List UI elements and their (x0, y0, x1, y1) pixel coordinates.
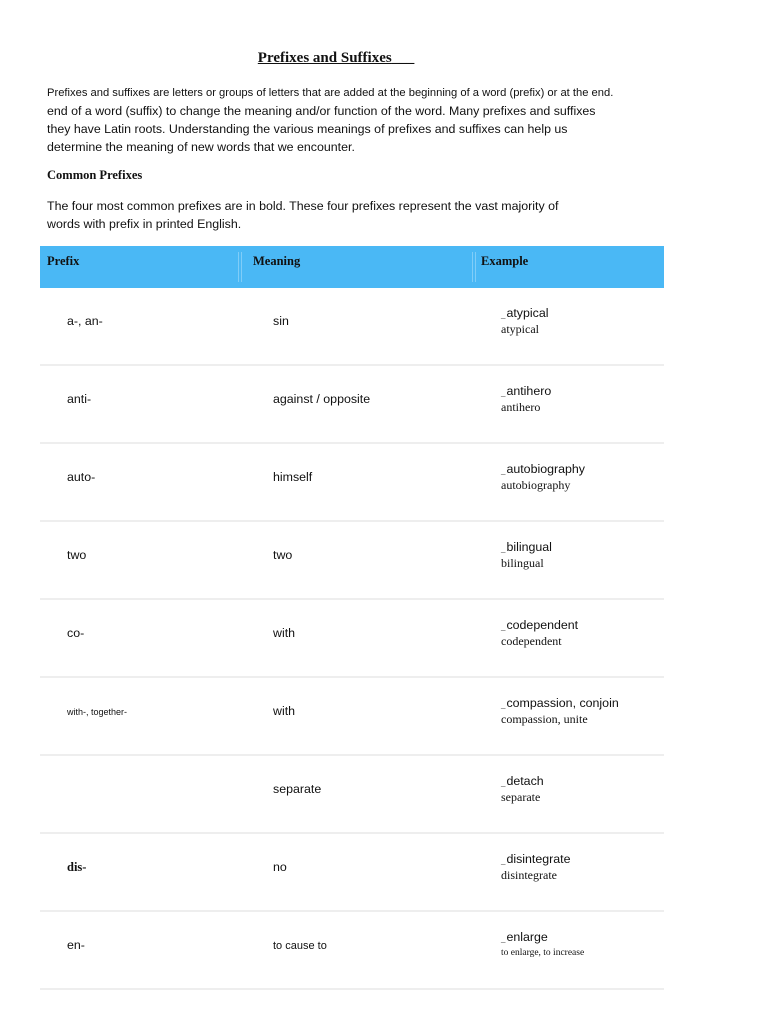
table-row (40, 600, 664, 678)
header-example: Example (481, 254, 529, 268)
example-text: _ bilingual (501, 540, 552, 556)
example-cell (501, 540, 552, 571)
table-row (40, 756, 664, 834)
example-text: _ atypical (501, 306, 548, 322)
meaning-cell: no (273, 860, 287, 874)
example-cell (501, 306, 548, 337)
intro-paragraph (47, 84, 647, 156)
table-row (40, 522, 664, 600)
example-text: _ detach (501, 774, 544, 790)
header-meaning: Meaning (253, 254, 301, 268)
example-translation: compassion, unite (501, 712, 588, 726)
table-row (40, 444, 664, 522)
example-cell (501, 696, 619, 727)
prefix-cell: dis- (67, 860, 87, 874)
column-divider (238, 252, 242, 282)
table-row (40, 288, 664, 366)
meaning-cell: sin (273, 314, 289, 328)
table-row (40, 678, 664, 756)
table-row (40, 834, 664, 912)
note-line: words with prefix in printed English. (47, 217, 242, 231)
example-translation: autobiography (501, 478, 571, 492)
example-cell (501, 462, 585, 493)
prefix-cell: co- (67, 626, 85, 640)
example-cell (501, 384, 551, 415)
table-header (40, 246, 664, 288)
meaning-cell: separate (273, 782, 322, 796)
example-cell (501, 852, 571, 883)
column-divider (472, 252, 476, 282)
example-translation: to enlarge, to increase (501, 948, 585, 958)
example-text: _ enlarge (501, 930, 584, 946)
prefix-cell: with-, together- (67, 707, 128, 717)
example-text: _ autobiography (501, 462, 585, 478)
meaning-cell: with (273, 626, 296, 640)
example-translation: codependent (501, 634, 562, 648)
example-text: _ disintegrate (501, 852, 571, 868)
meaning-cell: himself (273, 470, 313, 484)
prefix-cell: auto- (67, 470, 96, 484)
example-translation: disintegrate (501, 868, 557, 882)
intro-line: Prefixes and suffixes are letters or groups of letters that are added at the beginning of a word (prefix) or at the end. (47, 87, 614, 99)
prefix-cell: a-, an- (67, 314, 103, 328)
prefix-table (40, 246, 664, 990)
table-row (40, 912, 664, 990)
meaning-cell: against / opposite (273, 392, 371, 406)
meaning-cell: with (273, 704, 296, 718)
example-translation: bilingual (501, 556, 544, 570)
prefix-cell: two (67, 548, 87, 562)
intro-line: end of a word (suffix) to change the meaning and/or function of the word. Many prefixes and suffixes (47, 104, 596, 118)
note-line: The four most common prefixes are in bold. These four prefixes represent the vast majority of (47, 199, 559, 213)
intro-line: determine the meaning of new words that we encounter. (47, 140, 355, 154)
prefix-cell: anti- (67, 392, 92, 406)
example-translation: antihero (501, 400, 541, 414)
meaning-cell: to cause to (273, 940, 327, 952)
intro-line: they have Latin roots. Understanding the various meanings of prefixes and suffixes can help us (47, 122, 568, 136)
meaning-cell: two (273, 548, 293, 562)
example-cell (501, 618, 578, 649)
note-paragraph (47, 197, 607, 233)
example-translation: atypical (501, 322, 539, 336)
example-text: _ antihero (501, 384, 551, 400)
page-title: Prefixes and Suffixes___ (257, 50, 415, 66)
example-text: _ compassion, conjoin (501, 696, 619, 712)
table-row (40, 366, 664, 444)
example-translation: separate (501, 790, 541, 804)
header-prefix: Prefix (47, 254, 80, 268)
section-heading: Common Prefixes (47, 168, 143, 182)
example-cell (501, 774, 544, 805)
example-text: _ codependent (501, 618, 578, 634)
example-cell (501, 930, 584, 961)
prefix-cell: en- (67, 938, 85, 952)
